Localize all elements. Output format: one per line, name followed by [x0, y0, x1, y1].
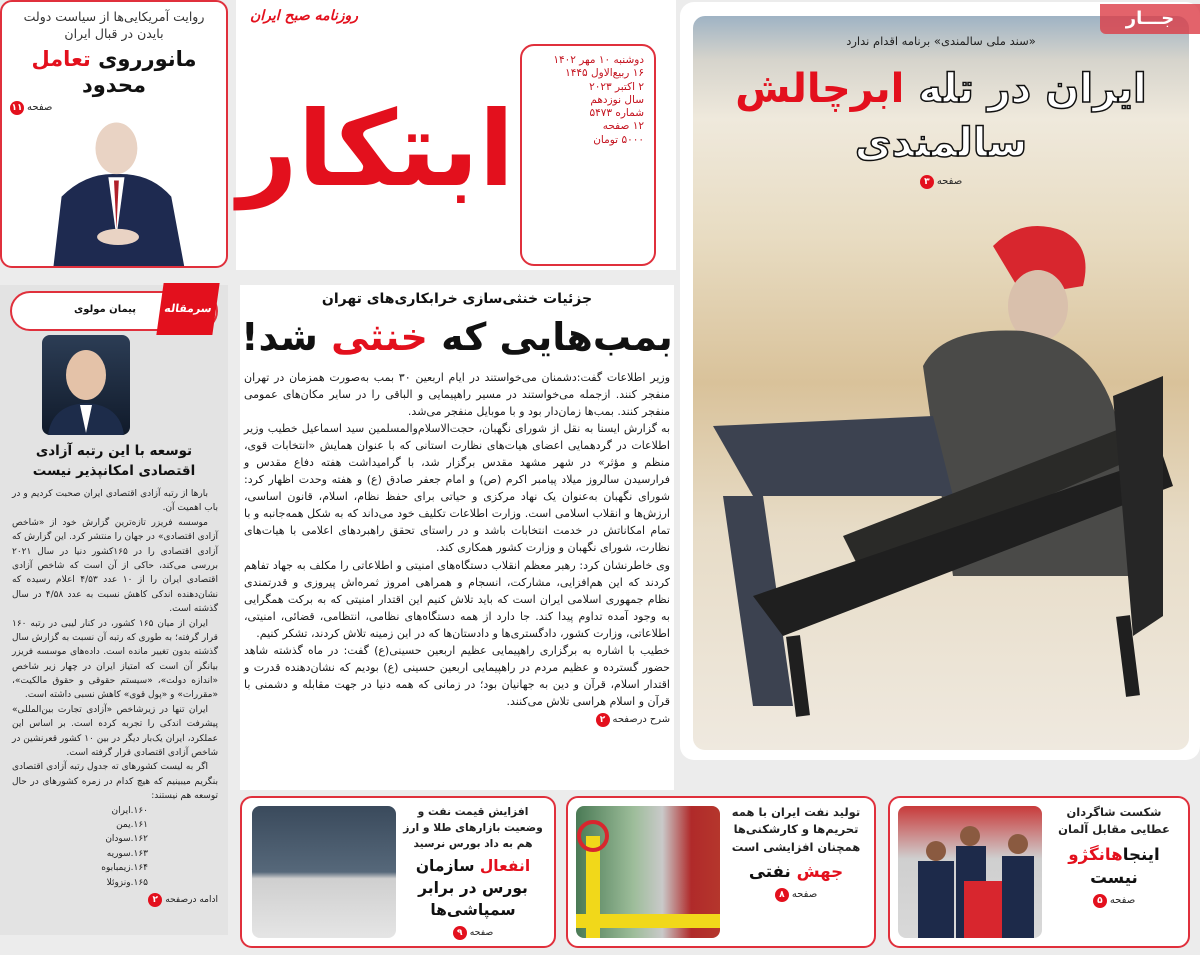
editorial-body [12, 487, 218, 929]
paragraph: اگر به لیست کشورهای ته جدول رتبه آزادی اقتصادی بنگریم میبینیم که هیچ کدام در زمره کشورهای در حال توسعه هم نیستند: [12, 762, 218, 802]
oil-barrels-photo [576, 806, 720, 938]
lead-headline: ایران در تله ابرچالش سالمندی [735, 66, 1147, 166]
price: ۵۰۰۰ تومان [593, 133, 644, 146]
oil-card[interactable] [566, 796, 876, 948]
continue-ref: شرح درصفحه ۲ [244, 712, 670, 728]
ranking-item: ۱۶۵.ونزوئلا [106, 877, 148, 888]
issue-date-gregorian: ۲ اکتبر ۲۰۲۳ [589, 80, 644, 93]
newspaper-slogan: روزنامه صبح ایران [250, 8, 359, 24]
card-headline: اینجاهانگژو نیست [1068, 844, 1160, 887]
main-headline: بمب‌هایی که خنثی شد! [241, 315, 673, 359]
main-kicker: جزئیات خنثی‌سازی خرابکاری‌های تهران [321, 291, 593, 307]
paragraph: وی خاطرنشان کرد: رهبر معظم انقلاب دستگاه‌های امنیتی و اطلاعاتی را مکلف به جهاد تفاهم کردند که این هم‌افزایی، مشارکت، انسجام و همراهی امروز ثمره‌اش پیروزی و قدرتمندی نظام جمهوری اسلامی ایران است که باید تلاش کنیم این اقتدار امنیتی که به برکت همگرایی به وجود آمده تداوم پیدا کند. جا دارد از همه دستگاه‌های نظامی، انتظامی، قضائی، امنیتی، اطلاعاتی، وزارت کشور، دادگستری‌ها و دادستان‌ها که در این زمینه تلاش کردند، تشکر کنیم. [244, 558, 670, 640]
issue-year: سال نوزدهم [590, 93, 644, 106]
ranking-list [12, 804, 218, 890]
stock-exchange-photo [252, 806, 396, 938]
page-count: ۱۲ صفحه [602, 120, 644, 133]
issue-date: دوشنبه ۱۰ مهر ۱۴۰۲ [553, 54, 644, 66]
author-photo [42, 335, 130, 435]
card-headline: جهش نفتی [748, 861, 844, 881]
card-kicker: افزایش قیمت نفت و وضعیت بازارهای طلا و ارز هم به داد بورس نرسید [403, 805, 543, 851]
newspaper-logo: ابتکار [237, 88, 515, 210]
page-ref: صفحه ۸ [775, 887, 817, 903]
editorial-title: توسعه با این رتبه آزادی اقتصادی امکانپذیر نیست [32, 443, 196, 479]
paragraph: ایران تنها در زیرشاخص «آزادی تجارت بین‌المللی» پیشرفت اندکی را تجربه کرده است. بر اساس این عملکرد، ایران یک‌بار دیگر در بین ۱۰ کشور قعرنشین در شاخص آزادی اقتصادی قرار گرفته است. [12, 704, 218, 759]
issue-info [520, 44, 656, 266]
biden-photo [10, 116, 218, 266]
lead-story[interactable] [680, 2, 1200, 760]
paragraph: بارها از رتبه آزادی اقتصادی ایران صحبت کردیم و در باب اهمیت آن. [12, 489, 218, 514]
teaser-headline: مانورروی تعامل محدود [31, 47, 197, 97]
paragraph: ایران از میان ۱۶۵ کشور، در کنار لیبی در رتبه ۱۶۰ قرار گرفته؛ به طوری که رتبه آن نسبت به گزارش سال گذشته بدون تغییر مانده است. داده‌های موسسه فریزر بیانگر آن است که امتیاز ایران در چهار زیر شاخص «اندازه دولت»، «سیستم حقوقی و حقوق مالکیت»، «مقررات» و «پول قوی» کاهش نسبی داشته است. [12, 618, 218, 701]
lead-kicker: «سند ملی سالمندی» برنامه اقدام ندارد [846, 34, 1036, 48]
continue-ref: ادامه درصفحه ۲ [12, 892, 218, 908]
ranking-item: ۱۶۲.سودان [105, 834, 148, 845]
card-kicker: تولید نفت ایران با همه تحریم‌ها و کارشکنی‌ها همچنان افزایشی است [731, 805, 861, 854]
card-kicker: شکست شاگردان عطایی مقابل آلمان [1058, 805, 1170, 837]
paragraph: وزیر اطلاعات گفت:دشمنان می‌خواستند در ایام اربعین ۳۰ بمب به‌صورت همزمان در تهران منفجر کنند. ازجمله می‌خواستند در مسیر راهپیمایی و الباقی را در سایر مکان‌های عمومی منفجر کنند. بمب‌ها زمان‌دار بود و با موبایل منفجر می‌شد. [244, 371, 671, 419]
volleyball-card[interactable] [888, 796, 1190, 948]
ranking-item: ۱۶۴.زیمبابوه [101, 863, 148, 874]
page-ref: صفحه ۹ [453, 925, 494, 941]
page-ref: صفحه ۱۱ [11, 102, 53, 113]
page-ref: صفحه ۵ [1093, 893, 1135, 909]
page-ref: صفحه ۳ [920, 174, 962, 190]
main-story[interactable] [240, 285, 674, 790]
masthead [236, 0, 676, 270]
issue-number: شماره ۵۴۷۳ [589, 107, 644, 120]
ranking-item: ۱۶۱.یمن [116, 819, 148, 830]
bourse-card[interactable] [240, 796, 556, 948]
card-headline: انفعال سازمان بورس در برابر سمپاشی‌ها [415, 857, 531, 919]
paragraph: به گزارش ایسنا به نقل از شورای نگهبان، حجت‌الاسلام‌والمسلمین سید اسماعیل خطیب وزیر اطلاعات در گردهمایی اعضای هیات‌های نظارت استانی که با عنوان همایش «انتخابات قوی، منظم و مؤثر» در شهر مشهد مقدس برگزار شد، با گرامیداشت هفته دفاع مقدس و فرارسیدن سالروز میلاد پیامبر اکرم (ص) و امام جعفر صادق (ع) و هفته وحدت اظهار کرد: شورای نگهبان به‌عنوان یک نهاد مرکزی و حیاتی برای حفظ نظام، اسلام، قانون اساسی، ارزش‌ها و انقلاب اسلامی است. وزارت اطلاعات تکلیف خود می‌داند که به شکل همه‌جانبه و با تمام امکاناتش در خدمت انتخابات باشد و در راستای تحقق راهبردهای اعلامی با هیات‌های نظارت، شورای نگهبان و وزارت کشور همکاری کند. [244, 422, 670, 555]
paragraph: موسسه فریزر تازه‌ترین گزارش خود از «شاخص آزادی اقتصادی» در جهان را منتشر کرد. این گزارش که آزادی اقتصادی را در ۱۶۵کشور دنیا در سال ۲۰۲۱ بررسی می‌کند، حاکی از آن است که شاخص آزادی اقتصادی ایران را از ۱۰ عدد ۴/۵۳ اعلام رسیده که نشان‌دهنده اندکی کاهش نسبت به عدد ۴/۵۸ در سال گذشته است. [12, 517, 218, 615]
issue-date-hijri: ۱۶ ربیع‌الاول ۱۴۴۵ [565, 67, 644, 80]
editorial-column[interactable] [0, 285, 228, 935]
watermark-logo: جـــار [1100, 4, 1200, 34]
ranking-item: ۱۶۰.ایران [111, 805, 148, 816]
author-name: پیمان مولوی [74, 304, 136, 315]
paragraph: خطیب با اشاره به برگزاری راهپیمایی عظیم اربعین حسینی(ع) گفت: در ماه گذشته شاهد حضور گسترده و عظیم مردم در راهپیمایی اربعین حسینی (ع) بودیم که نشان‌دهنده قدرت و اقتدار اسلام، قرآن و دین به جهانیان بود؛ در زمانی که همه دنیا در جهت مقابله و دشمنی با قرآن و اسلام هراسی تلاش می‌کنند. [244, 643, 670, 708]
us-policy-teaser[interactable] [0, 0, 228, 268]
main-body [240, 369, 674, 790]
editorial-label: سرمقاله [156, 283, 219, 335]
ranking-item: ۱۶۳.سوریه [106, 848, 148, 859]
elderly-man-photo [693, 16, 1189, 750]
biden-illustration [10, 116, 218, 266]
teaser-kicker: روایت آمریکایی‌ها از سیاست دولت بایدن در قبال ایران [23, 9, 205, 41]
volleyball-team-photo [898, 806, 1042, 938]
